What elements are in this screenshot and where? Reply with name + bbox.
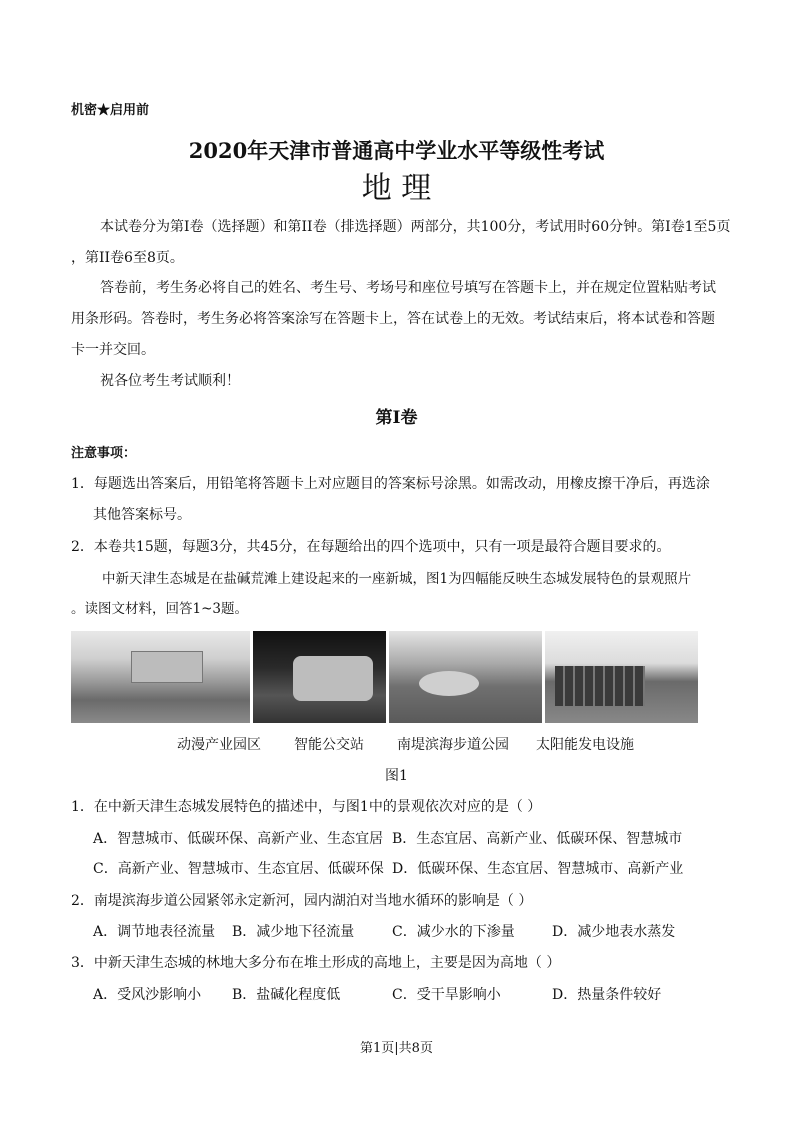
subject-title: 地 理 [361,171,432,206]
question-option: D．低碳环保、生态宜居、智慧城市、高新产业 [392,861,684,877]
question-stem: 2．南堤滨海步道公园紧邻永定新河，园内湖泊对当地水循环的影响是（ ） [71,893,533,909]
material-text: 中新天津生态城是在盐碱荒滩上建设起来的一座新城，图1为四幅能反映生态城发展特色的景观照片 [102,571,692,587]
note-item: 其他答案标号。 [93,507,191,523]
figure-caption: 南堤滨海步道公园 [397,737,509,753]
photo-coastal-park [389,631,542,723]
question-option: B．生态宜居、高新产业、低碳环保、智慧城市 [392,831,683,847]
note-item: 2．本卷共15题，每题3分，共45分，在每题给出的四个选项中，只有一项是最符合题目要求的。 [71,539,671,555]
question-stem: 1．在中新天津生态城发展特色的描述中，与图1中的景观依次对应的是（ ） [71,799,542,815]
question-option: D．减少地表水蒸发 [552,924,676,940]
question-option: B．盐碱化程度低 [232,987,341,1003]
notes-heading: 注意事项： [71,446,137,461]
question-stem: 3．中新天津生态城的林地大多分布在堆土形成的高地上，主要是因为高地（ ） [71,955,561,971]
question-option: A．调节地表径流量 [93,924,216,940]
exam-title: 2020年天津市普通高中学业水平等级性考试 [188,138,605,163]
confidential-label: 机密★启用前 [71,103,150,118]
figure-caption: 太阳能发电设施 [536,737,634,753]
question-option: C．减少水的下渗量 [392,924,515,940]
photo-solar-facility [545,631,698,723]
figure-caption: 智能公交站 [294,737,364,753]
question-option: D．热量条件较好 [552,987,662,1003]
intro-text: 本试卷分为第I卷（选择题）和第II卷（排选择题）两部分，共100分，考试用时60分钟。第I卷1至5页 [100,219,731,235]
material-text: 。读图文材料，回答1~3题。 [71,601,248,617]
question-option: A．受风沙影响小 [93,987,202,1003]
intro-text: ，第II卷6至8页。 [71,250,184,266]
intro-text: 卡一并交回。 [71,342,155,358]
figure-caption: 动漫产业园区 [177,737,261,753]
intro-text: 答卷前，考生务必将自己的姓名、考生号、考场号和座位号填写在答题卡上，并在规定位置粘贴考试 [100,280,716,296]
intro-text: 用条形码。答卷时，考生务必将答案涂写在答题卡上，答在试卷上的无效。考试结束后，将本试卷和答题 [71,311,715,327]
question-option: B．减少地下径流量 [232,924,355,940]
question-option: A．智慧城市、低碳环保、高新产业、生态宜居 [93,831,384,847]
section-title: 第I卷 [375,408,418,428]
page-footer: 第1页|共8页 [360,1041,433,1056]
note-item: 1．每题选出答案后，用铅笔将答题卡上对应题目的答案标号涂黑。如需改动，用橡皮擦干净后，再选涂 [71,476,710,492]
photo-animation-industrial-park [71,631,250,723]
photo-smart-bus-stop [253,631,386,723]
question-option: C．受干旱影响小 [392,987,501,1003]
question-option: C．高新产业、智慧城市、生态宜居、低碳环保 [93,861,384,877]
intro-text: 祝各位考生考试顺利！ [100,373,240,389]
figure-label: 图1 [385,768,408,784]
